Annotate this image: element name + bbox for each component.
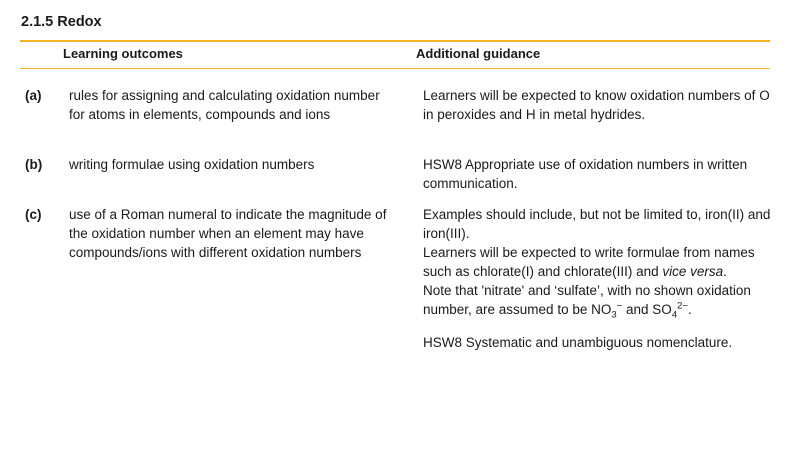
formula-symbol: SO	[652, 302, 672, 317]
sulfate-formula	[652, 300, 692, 321]
guidance-text-run: and	[626, 302, 649, 317]
section-title: 2.1.5 Redox	[21, 14, 102, 30]
formula-symbol: NO	[591, 302, 612, 317]
guidance-italic-text: vice versa	[662, 264, 724, 279]
guidance-paragraph	[423, 243, 773, 281]
learning-outcome-text: writing formulae using oxidation numbers	[69, 157, 315, 172]
row-label: (a)	[25, 88, 42, 103]
additional-guidance-heading: Additional guidance	[416, 46, 541, 61]
guidance-paragraph: HSW8 Systematic and unambiguous nomenclature.	[423, 335, 733, 350]
formula-subscript: 4	[671, 309, 678, 321]
guidance-text-run: Learners will be expected to write formulae from names such as chlorate(I) and chlorate(III) and	[423, 245, 755, 279]
row-label: (c)	[25, 207, 42, 222]
guidance-text	[423, 86, 773, 124]
formula-subscript: 3	[611, 309, 617, 321]
guidance-paragraph: Learners will be expected to know oxidation numbers of O in peroxides and H in metal hydrides.	[423, 88, 770, 122]
guidance-text-run: .	[723, 264, 727, 279]
formula-charge: 2−	[677, 300, 688, 312]
guidance-paragraph: Examples should include, but not be limited to, iron(II) and iron(III).	[423, 207, 771, 241]
guidance-text-run: .	[687, 302, 692, 317]
guidance-paragraph	[423, 281, 773, 319]
learning-outcome-text: rules for assigning and calculating oxidation number for atoms in elements, compounds and ions	[69, 88, 380, 122]
guidance-paragraph: HSW8 Appropriate use of oxidation numbers in written communication.	[423, 157, 748, 191]
formula-charge: −	[616, 300, 623, 312]
learning-outcomes-heading: Learning outcomes	[63, 46, 183, 61]
guidance-text	[423, 205, 773, 352]
row-label: (b)	[25, 157, 43, 172]
header-top-rule	[20, 40, 770, 42]
learning-outcome-text: use of a Roman numeral to indicate the magnitude of the oxidation number when an element may have compounds/ions with different oxidation numbers	[69, 207, 387, 260]
nitrate-formula	[591, 300, 623, 321]
guidance-text-run: Note that 'nitrate' and ‘sulfate’, with no shown oxidation number, are assumed to be	[423, 283, 751, 317]
guidance-text	[423, 155, 773, 193]
header-bottom-rule	[20, 68, 770, 69]
